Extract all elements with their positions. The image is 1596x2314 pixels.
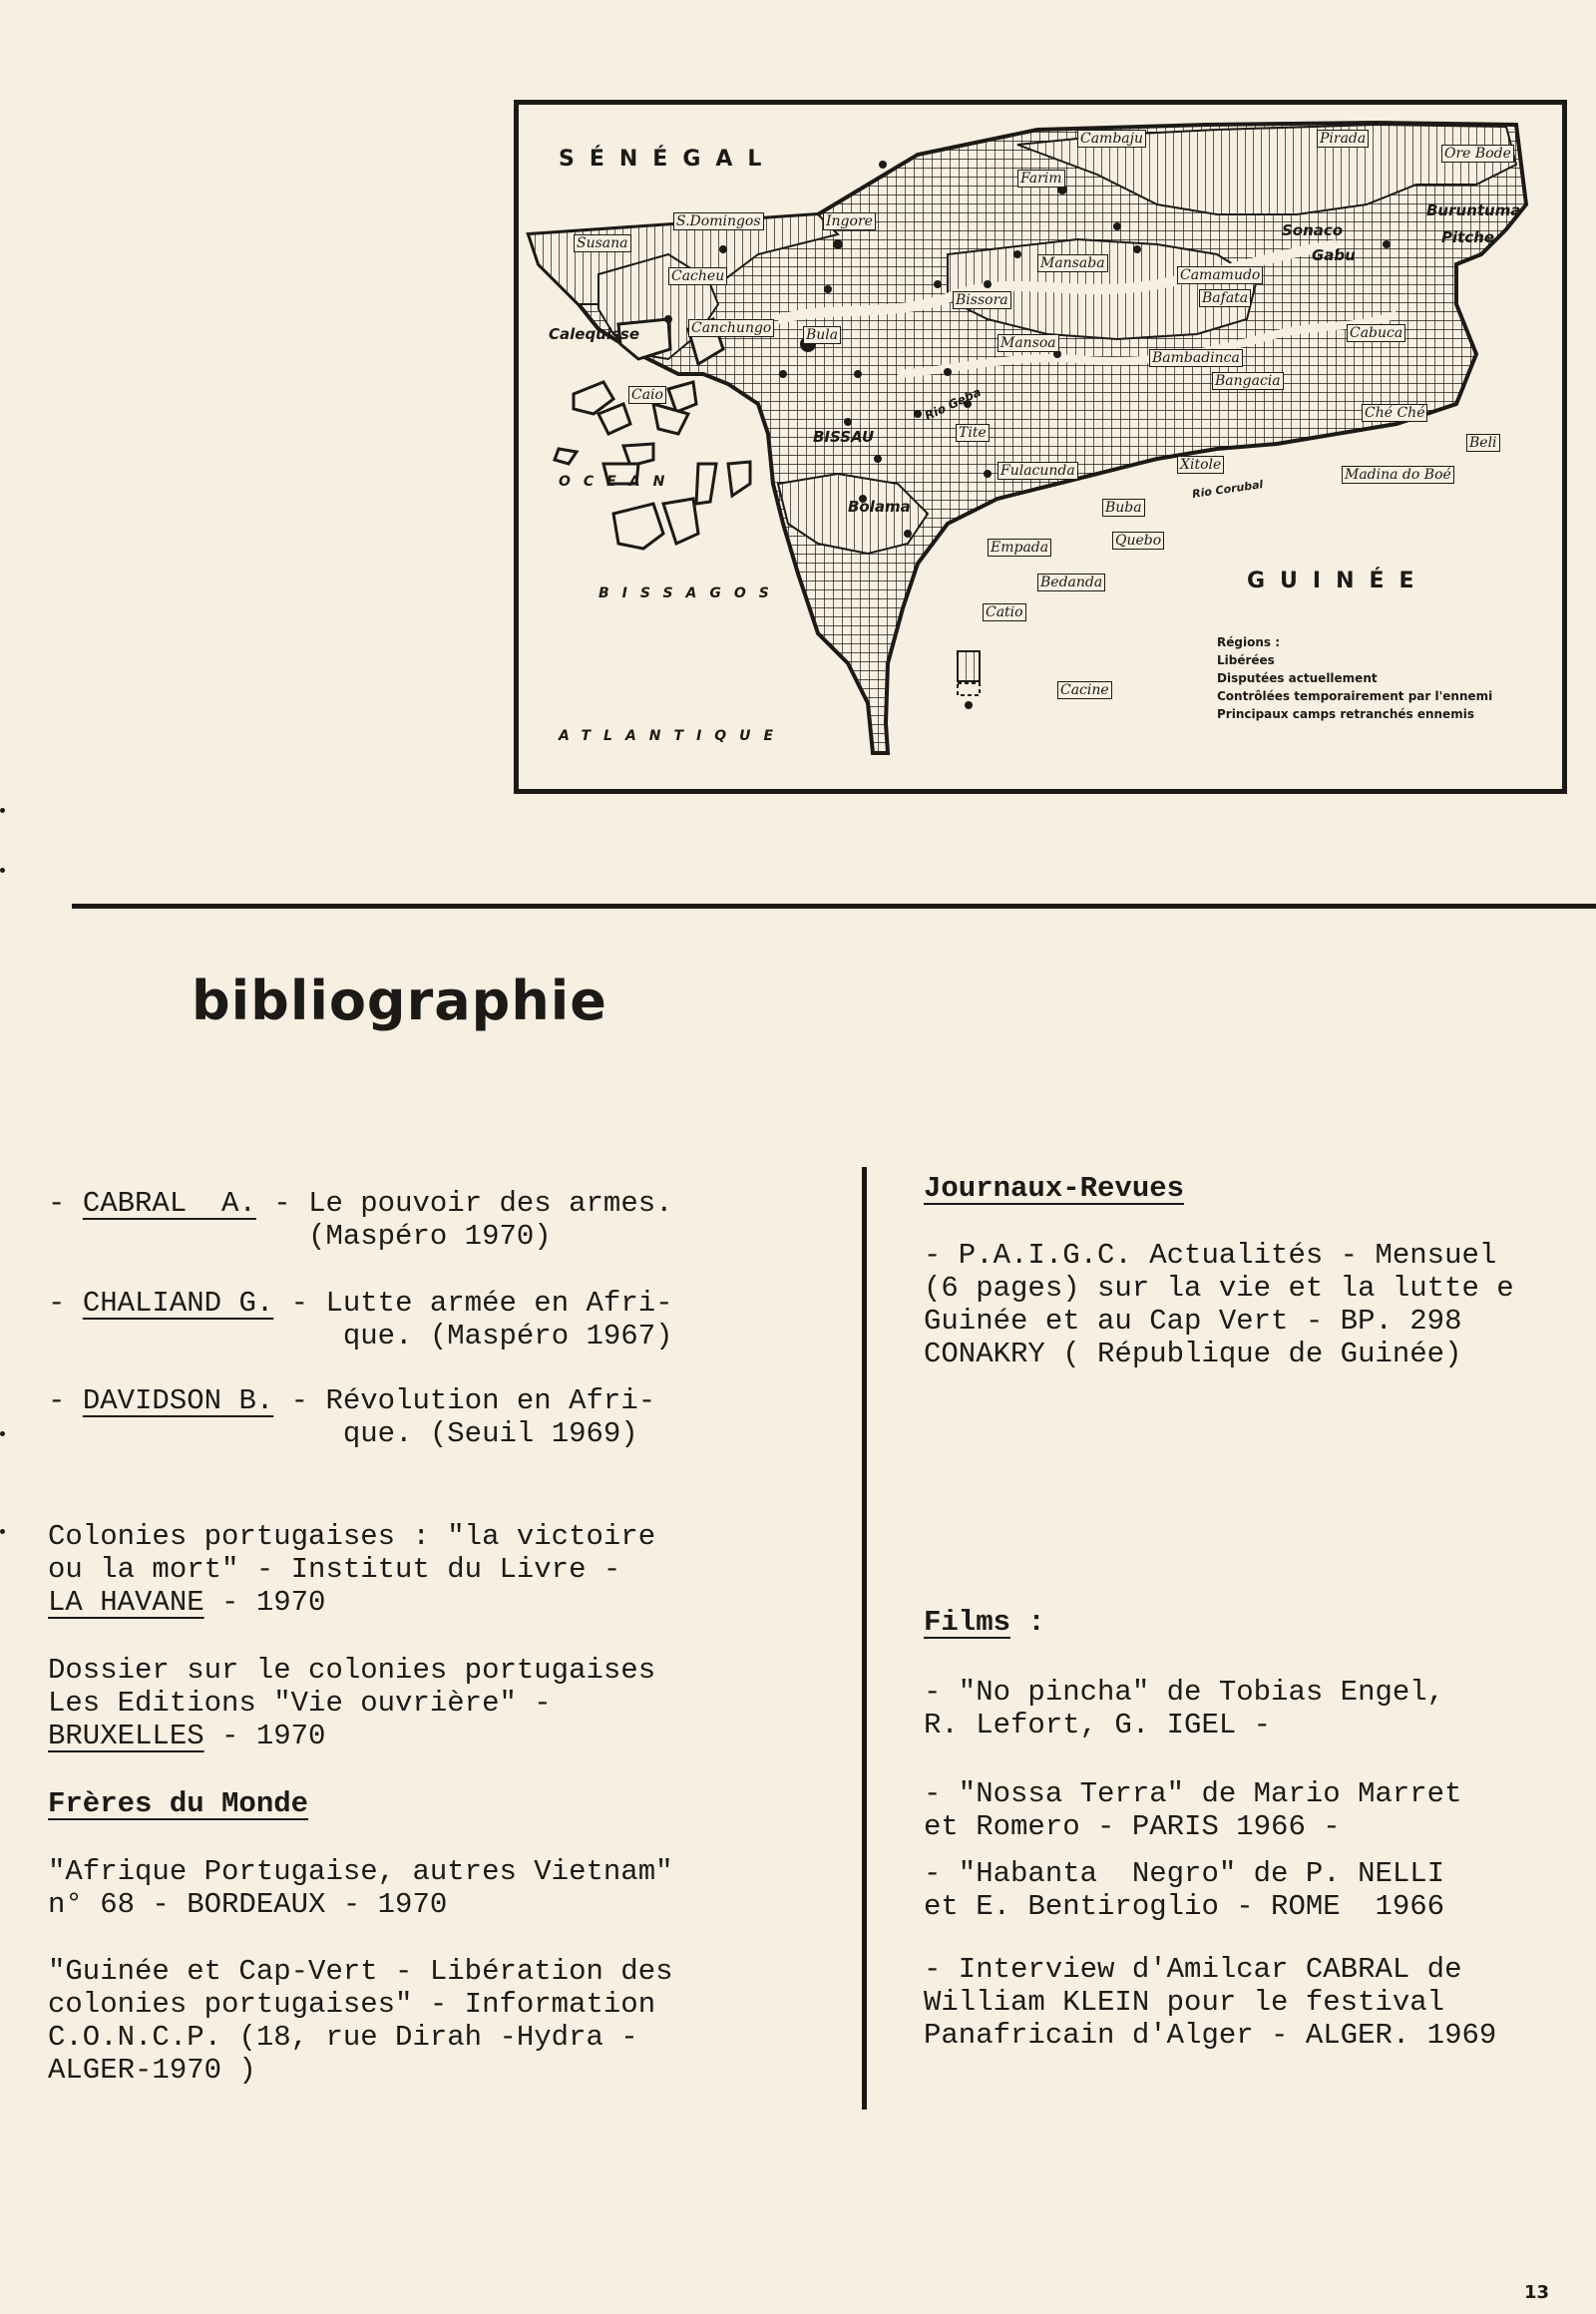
margin-mark: [0, 1529, 5, 1534]
place-cacheu: Cacheu: [668, 267, 727, 285]
place-bafata: Bafata: [1199, 289, 1251, 307]
place-empada: Empada: [988, 539, 1051, 557]
book-author: CABRAL A.: [82, 1187, 256, 1220]
place-cacine: Cacine: [1057, 681, 1112, 699]
book-publisher: que. (Seuil 1969): [342, 1417, 638, 1450]
place-che-che: Ché Ché: [1362, 404, 1427, 422]
place-mansaba: Mansaba: [1037, 254, 1108, 272]
city: BRUXELLES: [48, 1720, 204, 1752]
section-heading-journaux: Journaux-Revues: [924, 1172, 1185, 1205]
section-heading-freres: Frères du Monde: [48, 1787, 309, 1820]
book-publisher: que. (Maspéro 1967): [342, 1320, 673, 1352]
place-buba: Buba: [1102, 499, 1145, 517]
margin-mark: [0, 1431, 5, 1436]
book-author: DAVIDSON B.: [82, 1384, 274, 1417]
place-cambaju: Cambaju: [1077, 130, 1146, 148]
place-catio: Catio: [983, 603, 1026, 621]
place-pitche: Pitche: [1441, 228, 1495, 246]
journal-entry: - P.A.I.G.C. Actualités - Mensuel (6 pages) sur la vie et la lutte e Guinée et au Cap Vert - BP. 298 CONAKRY ( République de Guinée): [924, 1239, 1514, 1370]
place-bissora: Bissora: [953, 291, 1011, 309]
legend-title: Régions :: [1217, 635, 1280, 649]
place-bula: Bula: [803, 326, 841, 344]
legend-camps: Principaux camps retranchés ennemis: [1217, 707, 1474, 721]
book-title: Lutte armée en Afri-: [325, 1287, 673, 1320]
place-susana: Susana: [574, 234, 631, 252]
place-calequisse: Calequisse: [549, 325, 640, 343]
legend-controlled: Contrôlées temporairement par l'ennemi: [1217, 689, 1493, 703]
label-senegal: SÉNÉGAL: [559, 147, 777, 172]
dossier-entry: Dossier sur le colonies portugaises Les Editions "Vie ouvrière" - BRUXELLES - 1970: [48, 1654, 656, 1752]
film-entry: - "Nossa Terra" de Mario Marret et Romero - PARIS 1966 -: [924, 1777, 1462, 1843]
place-caio: Caio: [628, 386, 666, 404]
place-ore-bode: Ore Bode: [1441, 145, 1514, 163]
book-title: Révolution en Afri-: [325, 1384, 656, 1417]
place-s-domingos: S.Domingos: [673, 212, 764, 230]
place-farim: Farim: [1017, 170, 1065, 188]
place-ingore: Ingore: [823, 212, 876, 230]
page-number: 13: [1524, 2282, 1550, 2303]
place-buruntuma: Buruntuma: [1426, 201, 1521, 219]
place-quebo: Quebo: [1112, 532, 1164, 550]
map-legend: [1217, 633, 1492, 723]
film-entry: - "No pincha" de Tobias Engel, R. Lefort, G. IGEL -: [924, 1676, 1445, 1741]
label-atlantique: ATLANTIQUE: [559, 728, 787, 744]
horizontal-rule: [72, 904, 1596, 909]
place-bissau: BISSAU: [813, 428, 875, 446]
place-madina-do-boe: Madina do Boé: [1342, 466, 1454, 484]
place-bolama: Bolama: [848, 498, 911, 516]
column-divider: [862, 1167, 867, 2110]
margin-mark: [0, 868, 5, 873]
legend-swatches: [958, 651, 980, 709]
place-beli: Beli: [1466, 434, 1500, 452]
place-pirada: Pirada: [1317, 130, 1369, 148]
book-author: CHALIAND G.: [82, 1287, 274, 1320]
book-publisher: (Maspéro 1970): [308, 1220, 552, 1253]
place-tite: Tite: [956, 424, 990, 442]
place-bambadinca: Bambadinca: [1149, 349, 1243, 367]
page-title: bibliographie: [192, 969, 607, 1032]
label-bissagos: BISSAGOS: [598, 585, 782, 601]
guinea-bissau-map: [514, 100, 1567, 794]
film-entry: - "Habanta Negro" de P. NELLI et E. Bentiroglio - ROME 1966: [924, 1857, 1445, 1923]
city: LA HAVANE: [48, 1586, 204, 1619]
place-canchungo: Canchungo: [688, 319, 774, 337]
place-rio-geba: Rio Geba: [922, 384, 984, 424]
place-mansoa: Mansoa: [998, 334, 1059, 352]
book-entry: - CABRAL A. - Le pouvoir des armes. (Maspéro 1970): [48, 1187, 673, 1253]
place-rio-corubal: Rio Corubal: [1191, 478, 1265, 501]
place-bedanda: Bedanda: [1037, 574, 1105, 591]
colonies-entry: Colonies portugaises : "la victoire ou la mort" - Institut du Livre - LA HAVANE - 1970: [48, 1520, 656, 1619]
place-fulacunda: Fulacunda: [998, 462, 1078, 480]
film-entry: - Interview d'Amilcar CABRAL de William KLEIN pour le festival Panafricain d'Alger - ALGER. 1969: [924, 1953, 1497, 2052]
place-sonaco: Sonaco: [1282, 221, 1344, 239]
section-heading-films: Films :: [924, 1606, 1045, 1639]
place-xitole: Xitole: [1177, 456, 1224, 474]
book-entry: - CHALIAND G. - Lutte armée en Afri- que. (Maspéro 1967): [48, 1287, 673, 1352]
afrique-entry: "Afrique Portugaise, autres Vietnam" n° 68 - BORDEAUX - 1970: [48, 1855, 673, 1921]
place-camamudo: Camamudo: [1177, 266, 1263, 284]
legend-liberated: Libérées: [1217, 653, 1275, 667]
margin-mark: [0, 808, 5, 813]
label-guinee: GUINÉE: [1247, 569, 1429, 593]
book-entry: - DAVIDSON B. - Révolution en Afri- que. (Seuil 1969): [48, 1384, 656, 1450]
legend-disputed: Disputées actuellement: [1217, 671, 1378, 685]
place-cabuca: Cabuca: [1347, 324, 1405, 342]
place-bangacia: Bangacia: [1212, 372, 1284, 390]
book-title: Le pouvoir des armes.: [308, 1187, 673, 1220]
guinee-entry: "Guinée et Cap-Vert - Libération des colonies portugaises" - Information C.O.N.C.P. (18, rue Dirah -Hydra - ALGER-1970 ): [48, 1955, 673, 2087]
label-ocean: OCEAN: [559, 474, 678, 490]
place-gabu: Gabu: [1312, 246, 1356, 264]
